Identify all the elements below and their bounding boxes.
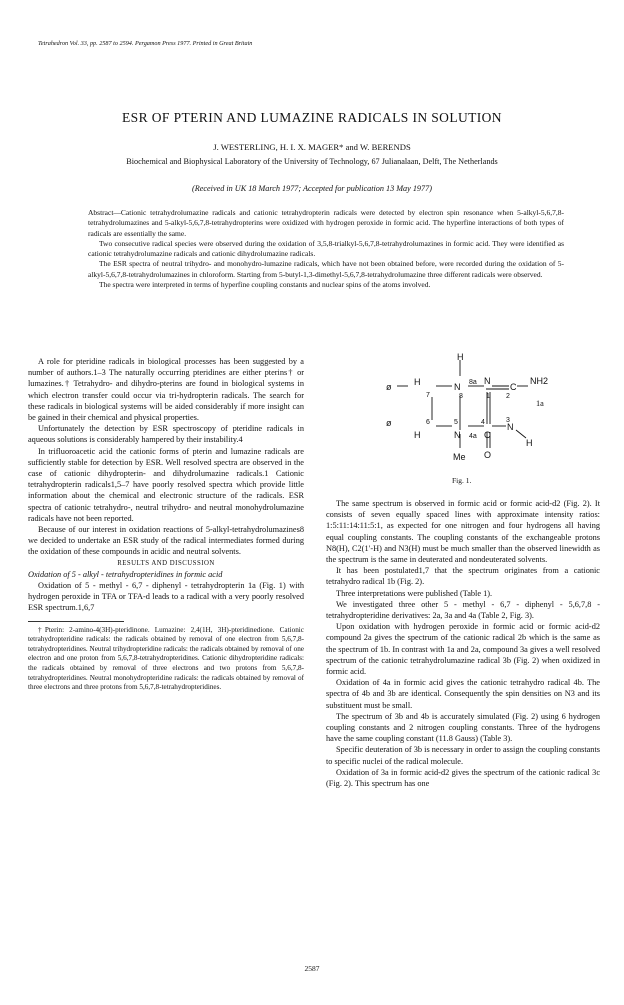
abstract-paragraph: The ESR spectra of neutral trihydro- and monohydro-lumazine radicals, which have not been obtained before, were recorded during the oxidation of 5-alkyl-5,6,7,8-tetrahydrolumazines in chloroform. Starting from 5-butyl-1,3-dimethyl-5,6,7,8-tetrahydrolumazine three different radicals were observed. [88, 259, 564, 279]
amino-group: NH2 [530, 376, 549, 386]
body-paragraph: Upon oxidation with hydrogen peroxide in formic acid or formic acid-d2 compound 2a gives the spectrum of the cationic radical 2b which is the same as the spectrum of 1b. In contrast with 1a and 2a, compound 3a gives a well resolved spectrum of the cationic tetrahydrolumazine radical 3b (Fig. 2) when oxidized in formic acid. [326, 622, 600, 677]
methyl-group: Me [453, 452, 466, 462]
left-column [28, 356, 304, 693]
body-paragraph: Three interpretations were published (Table 1). [336, 588, 493, 598]
locant-3: 3 [506, 417, 510, 424]
figure-caption: Fig. 1. [452, 476, 472, 485]
atom-o: O [484, 450, 492, 460]
journal-header: Tetrahedron Vol. 33, pp. 2587 to 2594. Pergamon Press 1977. Printed in Great Britain [38, 40, 253, 47]
abstract-paragraph: The spectra were interpreted in terms of hyperfine coupling constants and nuclear spins of the atoms involved. [99, 280, 431, 290]
body-paragraph: It has been postulated1,7 that the spectrum originates from a cationic tetrahydro radical 1b (Fig. 2). [326, 566, 600, 587]
compound-label: 1a [536, 399, 544, 408]
locant-8a: 8a [469, 379, 477, 386]
body-paragraph: Oxidation of 4a in formic acid gives the cationic tetrahydro radical 4b. The spectra of 4b and 3b are identical. Consequently the spin densities on N3 and its substituent must be small. [326, 678, 600, 710]
affiliation: Biochemical and Biophysical Laboratory of the University of Technology, 67 Julianalaan, Delft, The Netherlands [126, 157, 498, 166]
pteridine-structure-diagram [356, 352, 566, 470]
body-paragraph: Unfortunately the detection by ESR spectroscopy of pteridine radicals in aqueous solutions is considerably hampered by their instability.4 [28, 424, 304, 445]
atom-h-top: H [457, 352, 464, 362]
atom-n3: N [507, 422, 514, 432]
abstract [88, 208, 564, 290]
body-paragraph: In trifluoroacetic acid the cationic forms of pterin and lumazine radicals are sufficiently stable for detection by ESR. Well resolved spectra are observed in the case of cationic dihydropterin- and dihydrolumazine radicals.1 Cationic tetrahydropterin radicals1,5–7 have poorly resolved spectra which provide little information about the chemical and electronic structure of the radicals. ESR spectra of cationic tetrahydro-, neutral trihydro- and neutral monohydrolumazine radicals have not been reported. [28, 446, 304, 523]
phenyl-bottom: ø [386, 418, 392, 428]
body-paragraph: We investigated three other 5 - methyl - 6,7 - diphenyl - 5,6,7,8 - tetrahydropteridine derivatives: 2a, 3a and 4a (Table 2, Fig. 3). [326, 599, 600, 621]
atom-c2: C [510, 382, 517, 392]
section-heading: RESULTS AND DISCUSSION [117, 559, 215, 567]
chemical-structure-figure [356, 352, 566, 470]
received-dates: (Received in UK 18 March 1977; Accepted for publication 13 May 1977) [192, 184, 432, 193]
locant-7: 7 [426, 392, 430, 399]
atom-n8: N [454, 382, 461, 392]
atom-c4: C [484, 430, 491, 440]
locant-1: 1 [486, 393, 490, 400]
page-number: 2587 [304, 964, 320, 973]
right-column [326, 498, 600, 789]
locant-2: 2 [506, 393, 510, 400]
locant-4: 4 [481, 419, 485, 426]
body-paragraph: The same spectrum is observed in formic acid or formic acid-d2 (Fig. 2). It consists of seven equally spaced lines with approximate intensity ratios: 1:5:11:14:11:5:1, as expected for one nitrogen and four hydrogens all having equal coupling constants. The coupling constants of the exchangeable protons N8(H), C2(1′-H) and N3(H) must be much smaller than the observed linewidth as the spectrum is the same in deuterated and nondeuterated solvents. [326, 499, 600, 565]
footnote-rule [28, 621, 124, 622]
abstract-paragraph: Two consecutive radical species were observed during the oxidation of 3,5,8-trialkyl-5,6,7,8-tetrahydrolumazines in formic acid. They were identified as cationic tetrahydrolumazine radicals and cationic dihydrolumazine radicals. [88, 238, 564, 259]
atom-h-left: H [414, 377, 421, 387]
body-paragraph: Oxidation of 5 - methyl - 6,7 - diphenyl - tetrahydropterin 1a (Fig. 1) with hydrogen peroxide in TFA or TFA-d leads to a radical with a very poorly resolved ESR spectrum.1,6,7 [28, 581, 304, 613]
body-paragraph: The spectrum of 3b and 4b is accurately simulated (Fig. 2) using 6 hydrogen coupling constants and 2 nitrogen coupling constants. Three of the hydrogens have the same coupling constant (11.8 Gauss) (Table 3). [326, 711, 600, 744]
locant-8: 8 [459, 393, 463, 400]
locant-4a: 4a [469, 433, 477, 440]
authors: J. WESTERLING, H. I. X. MAGER* and W. BERENDS [213, 142, 411, 152]
paper-title: ESR OF PTERIN AND LUMAZINE RADICALS IN SOLUTION [122, 110, 502, 125]
atom-n5: N [454, 430, 461, 440]
atom-n1: N [484, 376, 491, 386]
body-paragraph: Specific deuteration of 3b is necessary in order to assign the coupling constants to specific nuclei of the radical molecule. [326, 745, 600, 766]
atom-h-bottom-left: H [414, 430, 421, 440]
subsection-heading: Oxidation of 5 - alkyl - tetrahydropteridines in formic acid [28, 569, 223, 579]
locant-5: 5 [454, 419, 458, 426]
abstract-paragraph: Abstract—Cationic tetrahydrolumazine radicals and cationic tetrahydropterin radicals were detected by electron spin resonance when 5-alkyl-5,6,7,8-tetrahydrolumazines and 5-alkyl-5,6,7,8-tetrahydropterins were oxidized with hydrogen peroxide in formic acid. The hyperfine interactions of both types of radicals are essentially the same. [88, 208, 564, 238]
body-paragraph: Oxidation of 3a in formic acid-d2 gives the spectrum of the cationic radical 3c (Fig. 2). This spectrum has one [326, 767, 600, 789]
locant-6: 6 [426, 419, 430, 426]
phenyl-top: ø [386, 382, 392, 392]
footnote: †Pterin: 2-amino-4(3H)-pteridinone. Lumazine: 2,4(1H, 3H)-pteridinedione. Cationic tetrahydropteridine radicals: the radicals obtained by removal of one electron from 5,6,7,8-tetrahydropteridines. Neutral trihydropteridine radicals: the radicals obtained by removal of one electron and one proton from 5,6,7,8-tetrahydropteridines. Cationic dihydropteridine radicals: the radicals obtained by removal of three electrons and two protons from 5,6,7,8-tetrahydropteridines. Neutral monohydropteridine radicals: the radicals obtained by removal of three electrons and three protons from 5,6,7,8-tetrahydropteridines. [28, 625, 304, 692]
atom-h-right: H [526, 438, 533, 448]
body-paragraph: A role for pteridine radicals in biological processes has been suggested by a number of authors.1–3 The naturally occurring pteridines are either pterins† or lumazines.† Tetrahydro- and dihydro-pterins are found in biological systems in which electron transfer could occur via tri-hydropterin radicals. The search for these radicals in biological systems will be aided considerably if more insight can be gained in their chemical and physical properties. [28, 357, 304, 423]
body-paragraph: Because of our interest in oxidation reactions of 5-alkyl-tetrahydrolumazines8 we decided to undertake an ESR study of the radical intermediates formed during the oxidation of these compounds in acidic and neutral solvents. [28, 525, 304, 557]
